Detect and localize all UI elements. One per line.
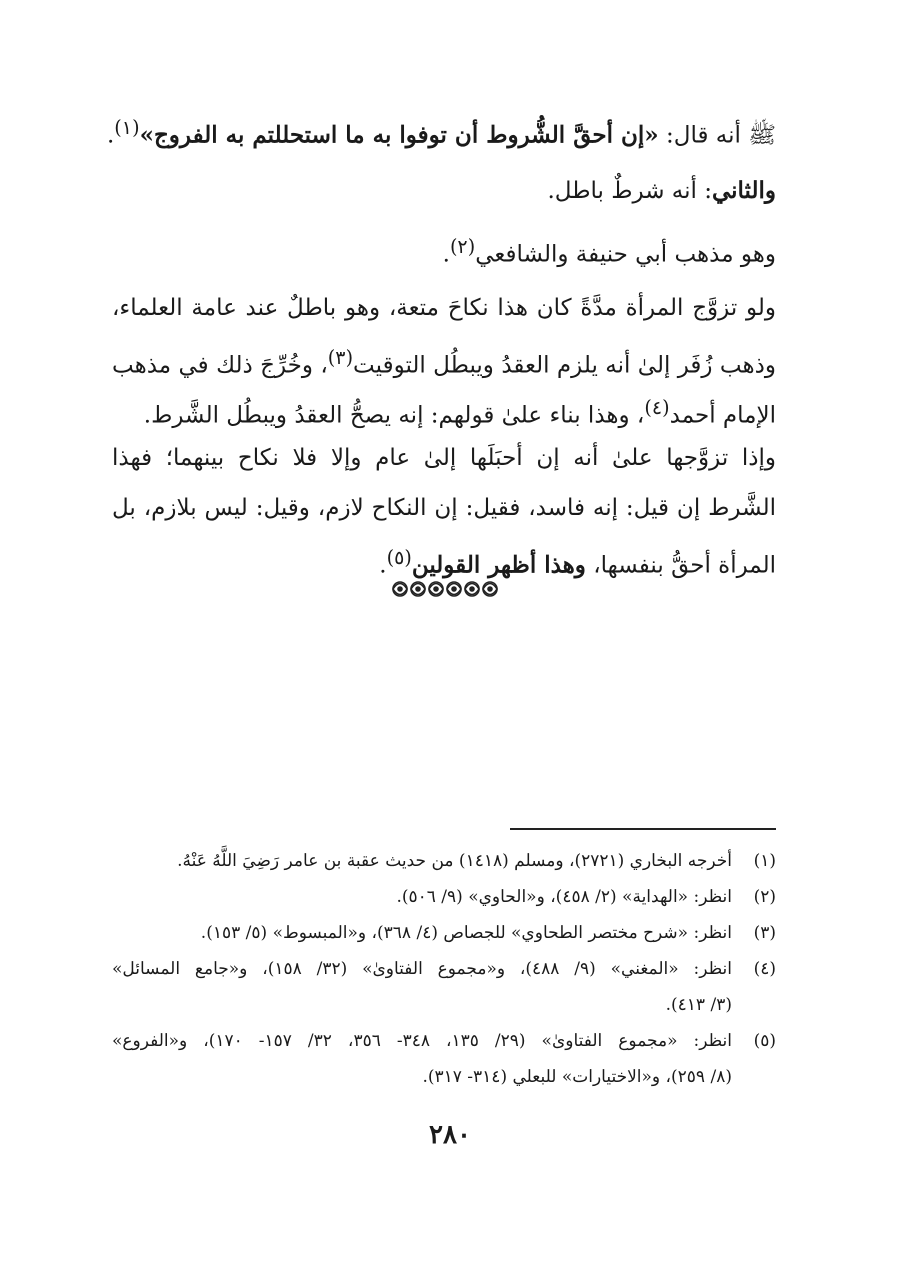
paragraph-mutah: ولو تزوَّج المرأة مدَّةً كان هذا نكاحَ متعة، وهو باطلٌ عند عامة العلماء، وذهب زُفَر إلىٰ أنه يلزم العقدُ ويبطُل التوقيت$^{(٣)}$، وخُرِّجَ ذلك في مذهب الإمام أحمد$^{(٤)}$، وهذا بناء علىٰ قولهم: إنه يصحُّ العقدُ ويبطُل الشَّرط. (112, 295, 776, 429)
footnote-ref-1: (١) (114, 116, 140, 139)
footnote-4: (٤) انظر: «المغني» (٩/ ٤٨٨)، و«مجموع الفتاوىٰ» (٣٢/ ١٥٨)، و«جامع المسائل» (٣/ ٤١٣). (112, 951, 776, 1023)
footnote-number: (٥) (753, 1031, 776, 1051)
footnote-1: (١) أخرجه البخاري (٢٧٢١)، ومسلم (١٤١٨) من حديث عقبة بن عامر رَضِيَ اللَّهُ عَنْهُ. (112, 843, 776, 879)
footnote-ref-3: (٣) (327, 346, 354, 369)
footnote-number: (٤) (753, 959, 776, 979)
footnotes (112, 843, 776, 1095)
second-opinion-lead: والثاني (711, 177, 776, 204)
footnote-ref-2: (٢) (449, 235, 476, 258)
footnote-ref-5: (٥) (386, 546, 412, 569)
footnote-3: (٣) انظر: «شرح مختصر الطحاوي» للجصاص (٤/ ٣٦٨)، و«المبسوط» (٥/ ١٥٣). (112, 915, 776, 951)
honorific-glyph: ﷺ (748, 122, 776, 149)
page-number: ٢٨٠ (429, 1120, 471, 1150)
section-end-ornament-icon (390, 574, 502, 604)
paragraph-second-opinion: والثاني: أنه شرطٌ باطل. (547, 177, 776, 204)
paragraph-hadith-quote: ﷺ أنه قال: «إن أحقَّ الشُّروط أن توفوا به ما استحللتم به الفروج»$^{(١)}$. (106, 116, 776, 149)
hadith-quote: «إن أحقَّ الشُّروط أن توفوا به ما استحللتم به الفروج» (139, 121, 659, 149)
paragraph-madhhab: وهو مذهب أبي حنيفة والشافعي$^{(٢)}$. (442, 235, 776, 268)
preferred-opinion: وهذا أظهر القولين (411, 551, 586, 579)
footnote-number: (٣) (753, 923, 776, 943)
footnote-5: (٥) انظر: «مجموع الفتاوىٰ» (٢٩/ ١٣٥، ٣٤٨- ٣٥٦، ٣٢/ ١٥٧- ١٧٠)، و«الفروع» (٨/ ٢٥٩)، و«الاختيارات» للبعلي (٣١٤- ٣١٧). (112, 1023, 776, 1095)
footnote-divider (510, 828, 776, 830)
footnote-ref-4: (٤) (644, 396, 670, 419)
footnote-number: (٢) (753, 887, 776, 907)
footnote-number: (١) (753, 851, 776, 871)
paragraph-pregnancy-condition: وإذا تزوَّجها علىٰ أنه إن أحبَلَها إلىٰ عام وإلا فلا نكاح بينهما؛ فهذا الشَّرط إن قيل: إنه فاسد، فقيل: إن النكاح لازم، وقيل: ليس بلازم، بل المرأة أحقُّ بنفسها، وهذا أظهر القولين$^{(٥)}$. (112, 445, 776, 579)
footnote-2: (٢) انظر: «الهداية» (٢/ ٤٥٨)، و«الحاوي» (٩/ ٥٠٦). (112, 879, 776, 915)
